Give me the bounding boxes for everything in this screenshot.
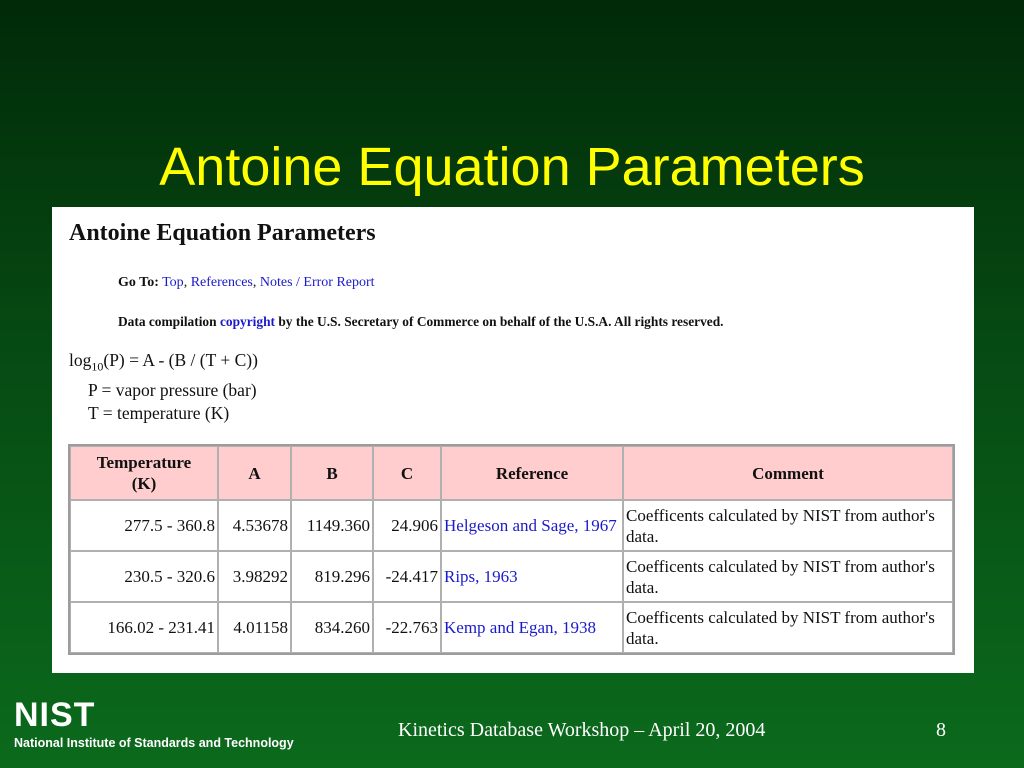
table-row bbox=[70, 551, 953, 602]
copyright-text-after: by the U.S. Secretary of Commerce on behalf of the U.S.A. All rights reserved. bbox=[278, 314, 724, 329]
table-row bbox=[70, 500, 953, 551]
cell-b: 819.296 bbox=[291, 551, 373, 602]
goto-link-top[interactable]: Top bbox=[162, 275, 184, 290]
antoine-formula bbox=[69, 349, 258, 425]
nist-org-name: National Institute of Standards and Technology bbox=[14, 736, 294, 750]
goto-label: Go To: bbox=[118, 275, 159, 290]
webpage-screenshot bbox=[52, 207, 974, 673]
reference-link[interactable]: Helgeson and Sage, 1967 bbox=[441, 500, 623, 551]
header-comment: Comment bbox=[623, 446, 953, 500]
goto-nav: Go To: Top, References, Notes / Error Report bbox=[118, 275, 375, 290]
goto-link-references[interactable]: References bbox=[190, 275, 253, 290]
cell-a: 3.98292 bbox=[218, 551, 291, 602]
header-a: A bbox=[218, 446, 291, 500]
cell-c: -22.763 bbox=[373, 602, 441, 653]
table-header-row bbox=[70, 446, 953, 500]
footer-event-text: Kinetics Database Workshop – April 20, 2004 bbox=[398, 719, 766, 741]
header-b: B bbox=[291, 446, 373, 500]
copyright-notice bbox=[118, 314, 724, 330]
cell-c: -24.417 bbox=[373, 551, 441, 602]
cell-c: 24.906 bbox=[373, 500, 441, 551]
slide-page-number: 8 bbox=[936, 719, 946, 741]
slide-title: Antoine Equation Parameters bbox=[159, 137, 865, 198]
formula-equation: $\log_{10}(P) = A - (B / (T + C))$ bbox=[69, 350, 258, 374]
copyright-text-before: Data compilation bbox=[118, 314, 217, 329]
header-temperature: Temperature (K) bbox=[70, 446, 218, 500]
header-reference: Reference bbox=[441, 446, 623, 500]
cell-b: 834.260 bbox=[291, 602, 373, 653]
formula-p-definition: P = vapor pressure (bar) bbox=[88, 379, 257, 400]
cell-temperature: 230.5 - 320.6 bbox=[70, 551, 218, 602]
copyright-link[interactable]: copyright bbox=[219, 314, 275, 329]
cell-comment: Coefficents calculated by NIST from author's data. bbox=[623, 551, 953, 602]
goto-link-notes[interactable]: Notes / Error Report bbox=[259, 275, 375, 290]
log-base: 10 bbox=[91, 359, 104, 374]
cell-temperature: 166.02 - 231.41 bbox=[70, 602, 218, 653]
nist-logo-wordmark: NIST bbox=[14, 696, 96, 734]
cell-temperature: 277.5 - 360.8 bbox=[70, 500, 218, 551]
cell-a: 4.53678 bbox=[218, 500, 291, 551]
reference-link[interactable]: Rips, 1963 bbox=[441, 551, 623, 602]
page-heading: Antoine Equation Parameters bbox=[69, 220, 376, 246]
cell-a: 4.01158 bbox=[218, 602, 291, 653]
table-row bbox=[70, 602, 953, 653]
header-c: C bbox=[373, 446, 441, 500]
cell-comment: Coefficents calculated by NIST from author's data. bbox=[623, 500, 953, 551]
cell-comment: Coefficents calculated by NIST from author's data. bbox=[623, 602, 953, 653]
parameters-table bbox=[68, 444, 955, 655]
cell-b: 1149.360 bbox=[291, 500, 373, 551]
formula-t-definition: T = temperature (K) bbox=[88, 402, 230, 423]
nist-logo bbox=[14, 698, 294, 750]
reference-link[interactable]: Kemp and Egan, 1938 bbox=[441, 602, 623, 653]
